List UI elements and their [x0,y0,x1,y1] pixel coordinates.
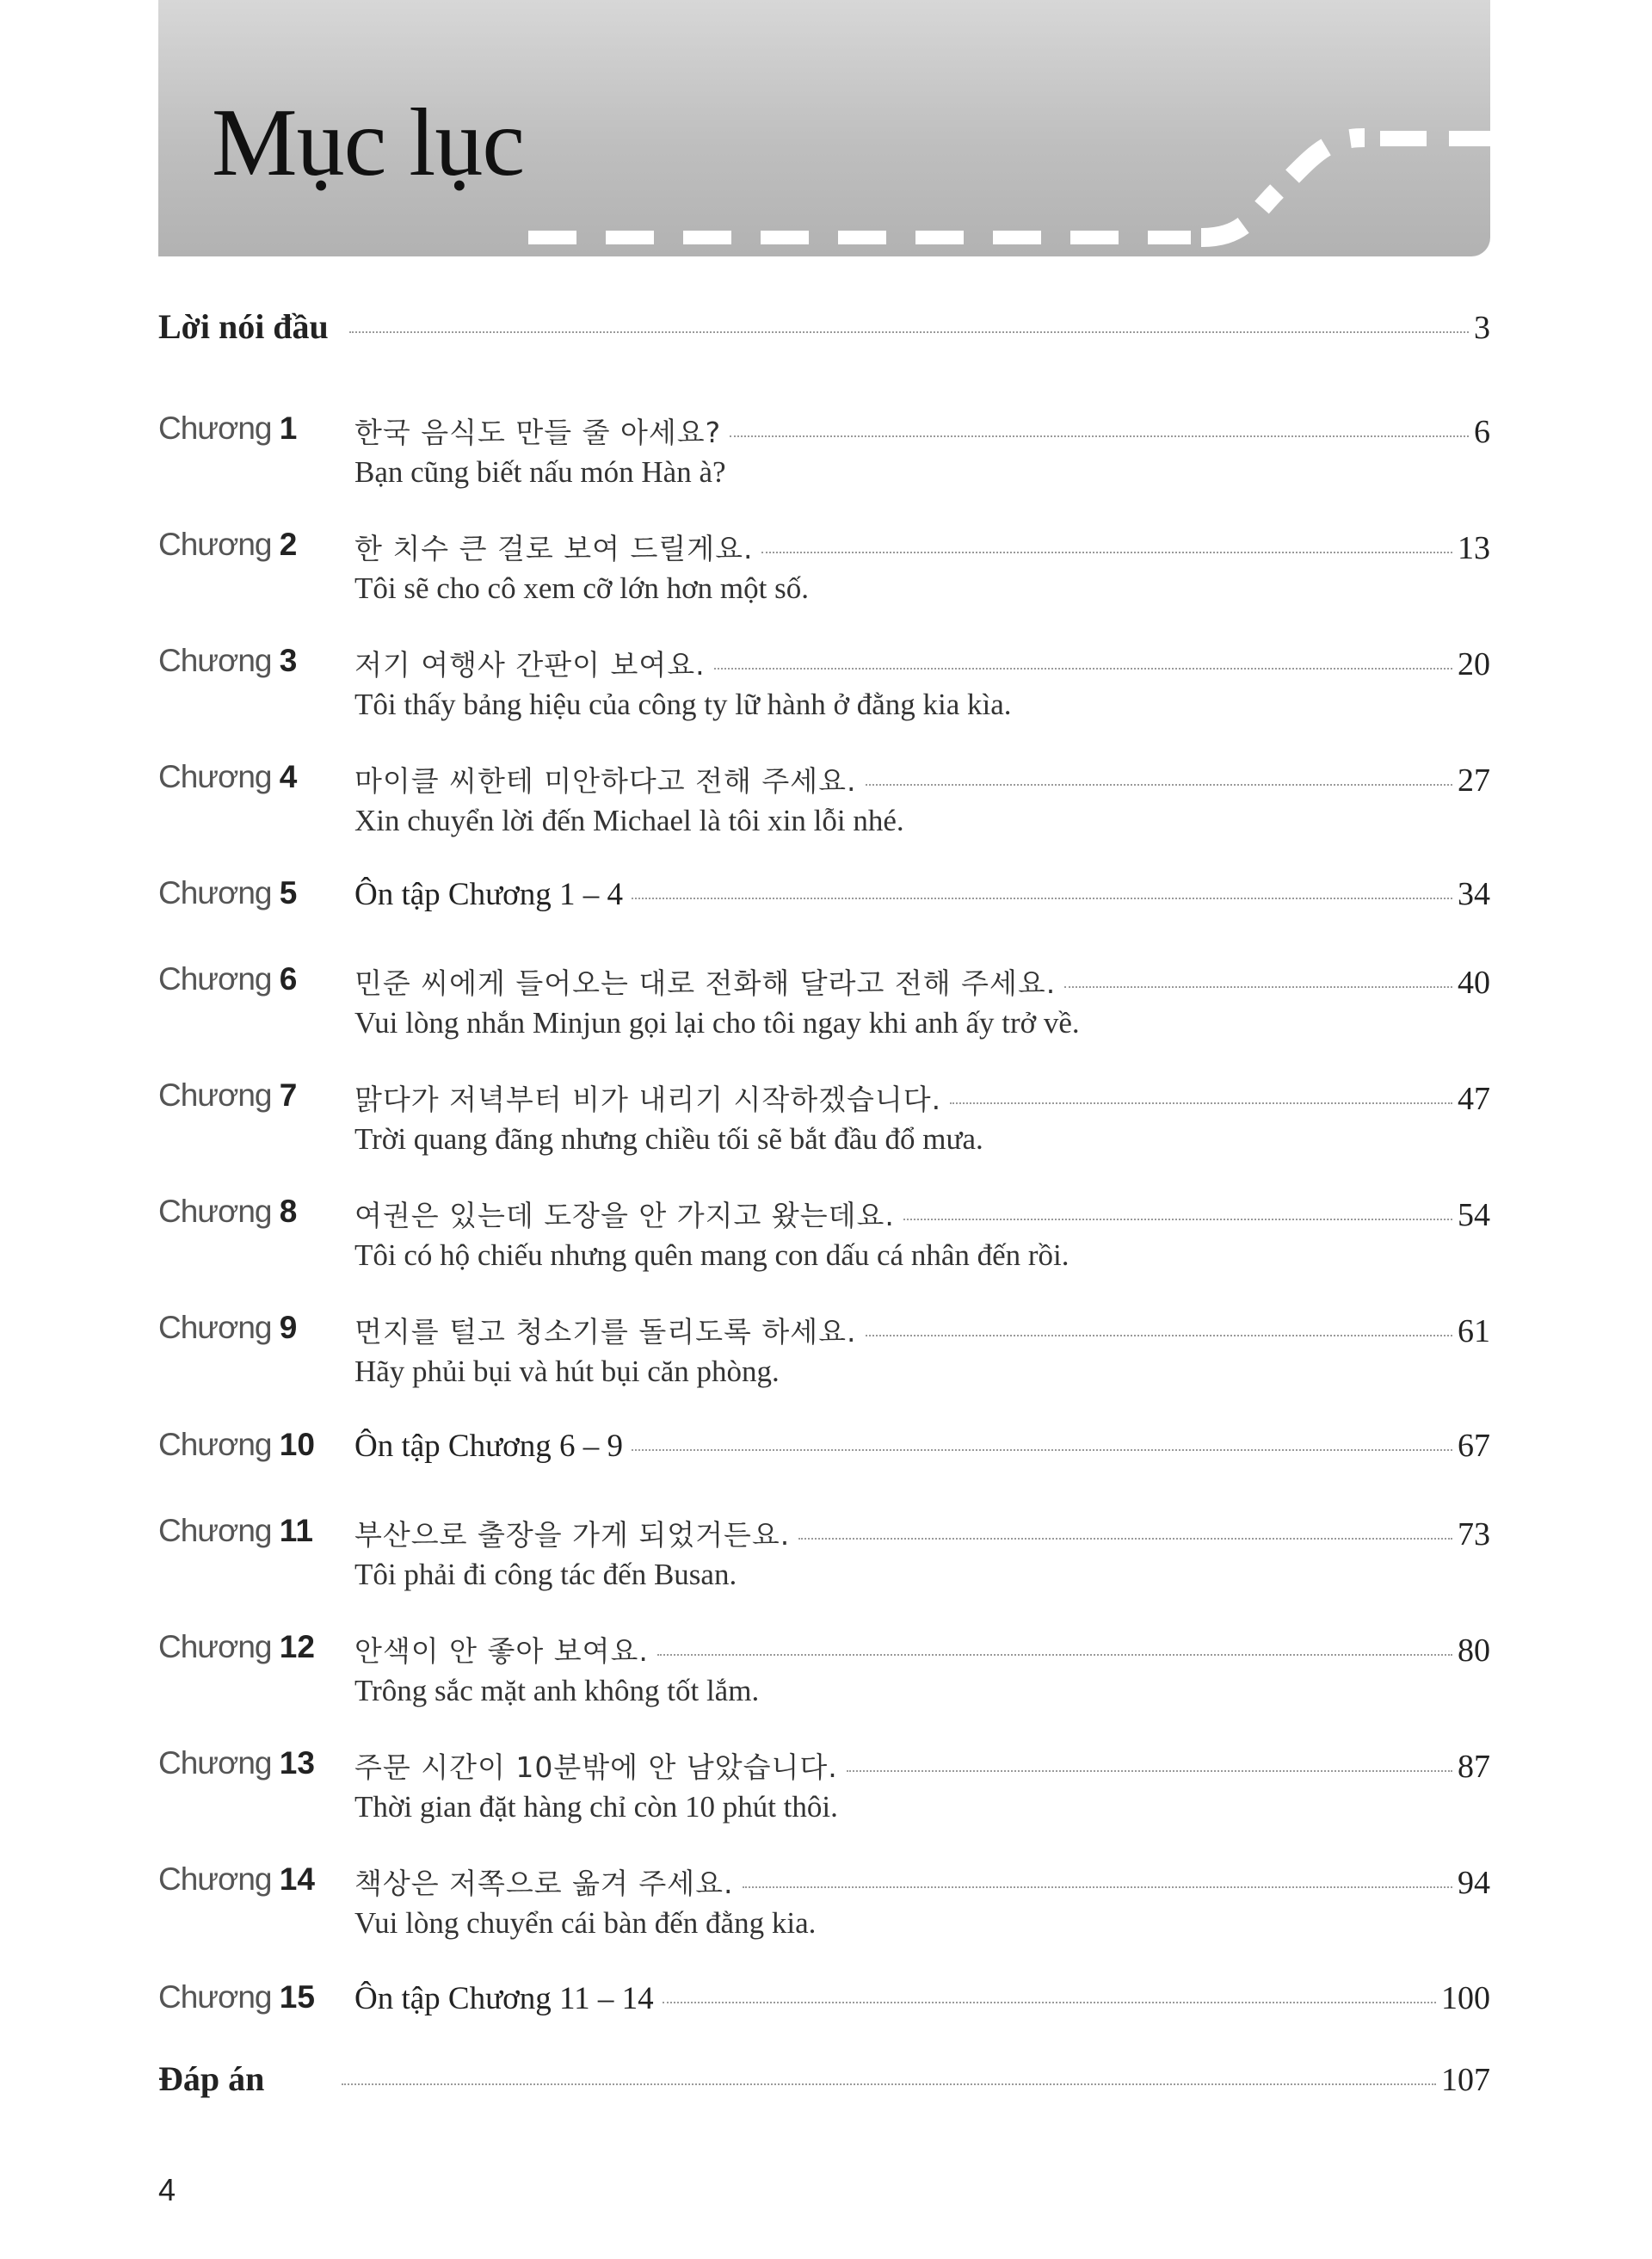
chapter-label: Chương 6 [158,961,298,997]
chapter-label: Chương 1 [158,410,298,446]
page-number: 87 [1458,1749,1490,1785]
chapter-label: Chương 5 [158,875,298,910]
chapter-title-vietnamese: Tôi phải đi công tác đến Busan. [354,1558,737,1591]
dot-leader [632,1449,1452,1451]
chapter-title-vietnamese: Bạn cũng biết nấu món Hàn à? [354,455,726,489]
dot-leader [798,1538,1452,1540]
page-number: 6 [1474,414,1490,450]
dot-leader [1064,986,1452,988]
dot-leader [866,1335,1453,1336]
chapter-title-korean: 마이클 씨한테 미안하다고 전해 주세요. [354,764,857,798]
chapter-label: Chương 7 [158,1077,298,1113]
toc-preface[interactable] [158,306,1490,347]
chapter-label: Chương 2 [158,527,298,562]
chapter-title-vietnamese: Vui lòng chuyển cái bàn đến đằng kia. [354,1906,817,1940]
footer-page-number: 4 [158,2172,176,2207]
page-number: 20 [1458,646,1490,682]
chapter-label: Chương 4 [158,759,298,794]
page-number: 40 [1458,965,1490,1001]
chapter-title-vietnamese: Tôi sẽ cho cô xem cỡ lớn hơn một số. [354,571,809,605]
chapter-title-korean: 책상은 저쪽으로 옮겨 주세요. [354,1867,734,1900]
chapter-title-vietnamese: Xin chuyển lời đến Michael là tôi xin lỗi nhé. [354,804,904,837]
chapter-title-vietnamese: Trời quang đãng nhưng chiều tối sẽ bắt đầu đổ mưa. [354,1122,983,1156]
dot-leader [349,331,1469,333]
page-number: 94 [1458,1865,1490,1901]
page-number: 67 [1458,1428,1490,1464]
header-band [158,0,1490,256]
chapter-label: Chương 8 [158,1194,298,1229]
page-number: 107 [1441,2062,1490,2098]
page-number: 47 [1458,1081,1490,1117]
chapter-label: Chương 3 [158,643,298,678]
dot-leader [743,1886,1453,1888]
chapter-title-korean: 한 치수 큰 걸로 보여 드릴게요. [354,532,754,565]
dot-leader [847,1770,1452,1772]
chapter-title-korean: 먼지를 털고 청소기를 돌리도록 하세요. [354,1315,857,1349]
chapter-title-korean: 한국 음식도 만들 줄 아세요? [354,416,722,449]
chapter-label: Chương 9 [158,1310,298,1345]
chapter-label: Chương 15 [158,1979,315,2015]
chapter-label: Chương 13 [158,1745,315,1781]
page-number: 13 [1458,530,1490,566]
chapter-title-vietnamese: Tôi có hộ chiếu nhưng quên mang con dấu cá nhân đến rồi. [354,1238,1069,1272]
chapter-title-korean: 맑다가 저녁부터 비가 내리기 시작하겠습니다. [354,1083,942,1116]
toc-answers[interactable] [158,2058,1490,2099]
page-number: 61 [1458,1313,1490,1349]
dot-leader [663,2002,1436,2003]
dot-leader [632,898,1452,899]
chapter-label: Chương 14 [158,1861,315,1897]
page-number: 3 [1474,310,1490,346]
dot-leader [761,552,1452,553]
dot-leader [730,435,1469,437]
dot-leader [657,1654,1452,1656]
answers-label: Đáp án [158,2059,265,2098]
chapter-label: Chương 10 [158,1427,315,1462]
chapter-title-review: Ôn tập Chương 1 – 4 [354,877,623,912]
chapter-title-korean: 부산으로 출장을 가게 되었거든요. [354,1518,791,1552]
chapter-title-korean: 여권은 있는데 도장을 안 가지고 왔는데요. [354,1199,895,1232]
chapter-title-review: Ôn tập Chương 6 – 9 [354,1429,623,1464]
chapter-title-vietnamese: Trông sắc mặt anh không tốt lắm. [354,1674,760,1707]
chapter-title-vietnamese: Hãy phủi bụi và hút bụi căn phòng. [354,1355,780,1388]
chapter-label: Chương 11 [158,1513,313,1548]
chapter-title-korean: 저기 여행사 간판이 보여요. [354,648,706,682]
chapter-title-korean: 주문 시간이 10분밖에 안 남았습니다. [354,1750,838,1784]
preface-label: Lời nói đầu [158,307,329,346]
page-number: 27 [1458,762,1490,799]
page-number: 34 [1458,876,1490,912]
chapter-title-vietnamese: Vui lòng nhắn Minjun gọi lại cho tôi ngay khi anh ấy trở về. [354,1006,1080,1040]
page-number: 73 [1458,1516,1490,1552]
chapter-label: Chương 12 [158,1629,315,1664]
dot-leader [950,1102,1452,1104]
page-title: Mục lục [212,89,525,196]
page-number: 80 [1458,1633,1490,1669]
dot-leader [342,2083,1436,2085]
dot-leader [714,668,1452,670]
chapter-title-review: Ôn tập Chương 11 – 14 [354,1981,654,2016]
chapter-title-vietnamese: Thời gian đặt hàng chỉ còn 10 phút thôi. [354,1790,838,1824]
dot-leader [903,1219,1452,1220]
chapter-title-korean: 민준 씨에게 들어오는 대로 전화해 달라고 전해 주세요. [354,966,1057,1000]
page-number: 54 [1458,1197,1490,1233]
page-number: 100 [1441,1980,1490,2016]
chapter-title-vietnamese: Tôi thấy bảng hiệu của công ty lữ hành ở đằng kia kìa. [354,688,1012,721]
chapter-title-korean: 안색이 안 좋아 보여요. [354,1634,649,1668]
dot-leader [866,784,1453,786]
